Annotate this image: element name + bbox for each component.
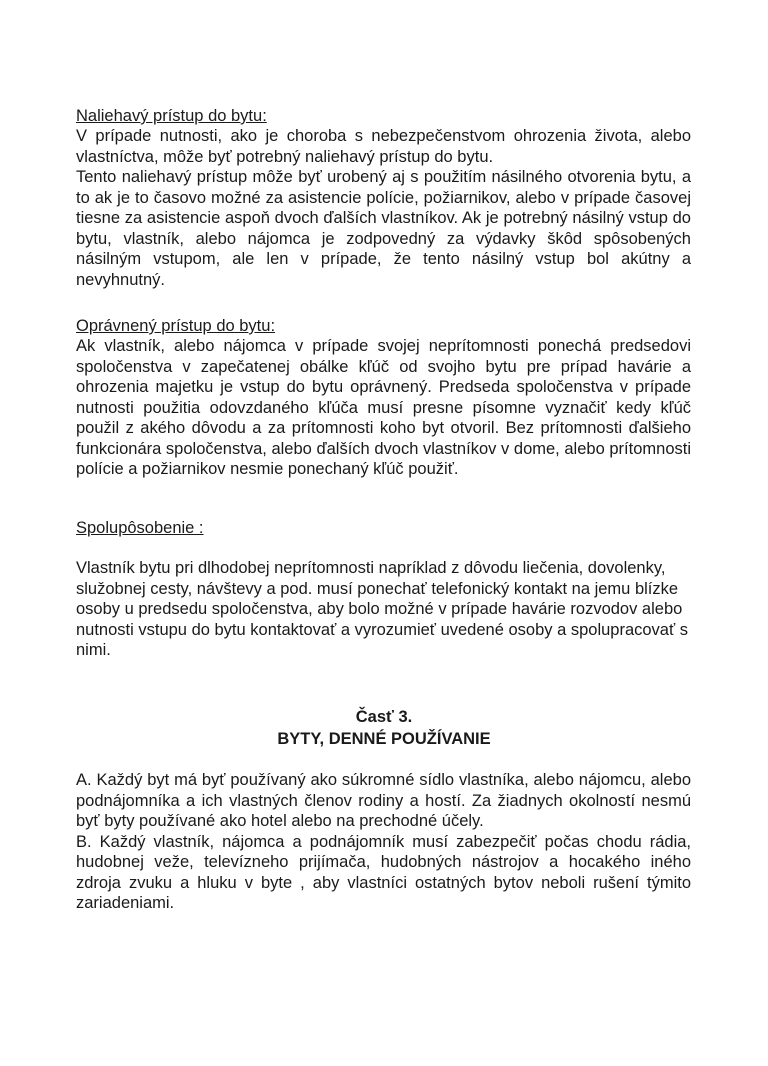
section-heading: Naliehavý prístup do bytu: [76, 107, 267, 125]
paragraph: Vlastník bytu pri dlhodobej neprítomnosti napríklad z dôvodu liečenia, dovolenky, služobnej cesty, návštevy a pod. musí ponechať telefonický kontakt na jemu blízke osoby u predsedu spoločenstva, aby bolo možné v prípade havárie rozvodov alebo nutnosti vstupu do bytu kontaktovať a vyrozumieť uvedené osoby a spolupracovať s nimi. [76, 559, 689, 659]
paragraph-b: B. Každý vlastník, nájomca a podnájomník musí zabezpečiť počas chodu rádia, hudobnej veže, televízneho prijímača, hudobných nástrojov a hocakého iného zdroja zvuku a hluku v byte , aby vlastníci ostatných bytov neboli rušení týmito zariadeniami. [76, 832, 691, 912]
chapter-heading [0, 706, 768, 750]
chapter-title: BYTY, DENNÉ POUŽÍVANIE [277, 730, 491, 748]
section-authorized-access [76, 316, 691, 480]
section-cooperation [76, 518, 691, 661]
paragraph: V prípade nutnosti, ako je choroba s nebezpečenstvom ohrozenia života, alebo vlastníctva, môže byť potrebný naliehavý prístup do bytu. [76, 127, 691, 166]
chapter-number: Časť 3. [355, 708, 413, 726]
paragraph: Ak vlastník, alebo nájomca v prípade svojej neprítomnosti ponechá predsedovi spoločenstva v zapečatenej obálke kľúč od svojho bytu pre prípad havárie a ohrozenia majetku je vstup do bytu oprávnený. Predseda spoločenstva v prípade nutnosti použitia odovzdaného kľúča musí presne písomne vyznačiť kedy kľúč použil z akého dôvodu a za prítomnosti koho byt otvoril. Bez prítomnosti ďalšieho funkcionára spoločenstva, alebo ďalších dvoch vlastníkov v dome, alebo prítomnosti polície a požiarnikov nesmie ponechaný kľúč použiť. [76, 337, 691, 478]
section-daily-use [76, 770, 691, 914]
section-heading: Oprávnený prístup do bytu: [76, 317, 276, 335]
paragraph: Tento naliehavý prístup môže byť urobený aj s použitím násilného otvorenia bytu, a to ak je to časovo možné za asistencie polície, požiarnikov, alebo v prípade časovej tiesne za asistencie aspoň dvoch ďalších vlastníkov. Ak je potrebný násilný vstup do bytu, vlastník, alebo nájomca je zodpovedný za výdavky škôd spôsobených násilným vstupom, ale len v prípade, že tento násilný vstup bol akútny a nevyhnutný. [76, 168, 691, 289]
paragraph-a: A. Každý byt má byť používaný ako súkromné sídlo vlastníka, alebo nájomcu, alebo podnájomníka a ich vlastných členov rodiny a hostí. Za žiadnych okolností nesmú byť byty používané ako hotel alebo na prechodné účely. [76, 771, 691, 830]
section-heading: Spolupôsobenie : [76, 519, 204, 537]
section-urgent-access [76, 106, 691, 290]
